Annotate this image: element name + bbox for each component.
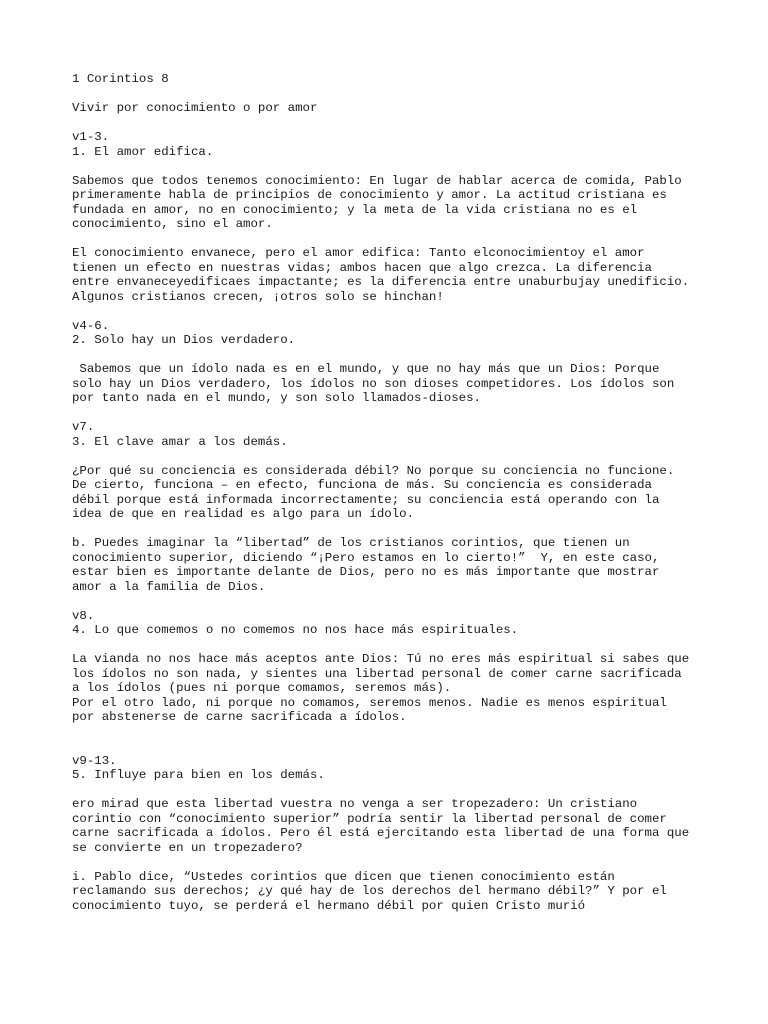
text-line: amor a la familia de Dios.	[72, 579, 266, 594]
text-line: primeramente habla de principios de conocimiento y amor. La actitud cristiana es	[72, 188, 667, 202]
text-line: por tanto nada en el mundo, y son solo llamados-dioses.	[72, 391, 481, 405]
document-title: 1 Corintios 8	[72, 72, 169, 86]
text-line: fundada en amor, no en conocimiento; y la meta de la vida cristiana no es el	[72, 202, 638, 217]
section-5-heading: 5. Influye para bien en los demás.	[72, 768, 325, 782]
spacer	[72, 522, 712, 537]
text-line: Por el otro lado, ni porque no comamos, seremos menos. Nadie es menos espiritual	[72, 695, 667, 710]
section-1-paragraph-1	[72, 174, 712, 232]
section-2-heading: 2. Solo hay un Dios verdadero.	[72, 333, 296, 347]
spacer	[72, 594, 712, 609]
text-line: tienen un efecto en nuestras vidas; ambos hacen que algo crezca. La diferencia	[72, 260, 652, 275]
document-page	[72, 72, 712, 913]
spacer	[72, 783, 712, 798]
spacer	[72, 116, 712, 131]
text-line: b. Puedes imaginar la “libertad” de los cristianos corintios, que tienen un	[72, 536, 630, 550]
text-line: Algunos cristianos crecen, ¡otros solo se hinchan!	[72, 289, 444, 304]
section-2-paragraph-1	[72, 362, 712, 406]
section-2-ref: v4-6.	[72, 318, 110, 333]
section-4-paragraph-1	[72, 652, 712, 725]
text-line: los ídolos no son nada, y sientes una libertad personal de comer carne sacrificada	[72, 666, 682, 681]
spacer	[72, 87, 712, 102]
text-line: conocimiento superior, diciendo “¡Pero estamos en lo cierto!” Y, en este caso,	[72, 550, 660, 565]
section-5-ref: v9-13.	[72, 753, 117, 768]
text-line: conocimiento, sino el amor.	[72, 217, 273, 231]
spacer	[72, 159, 712, 174]
spacer	[72, 855, 712, 870]
spacer	[72, 348, 712, 363]
section-1-ref: v1-3.	[72, 130, 110, 144]
text-line: entre envaneceyedificaes impactante; es la diferencia entre unaburbujay unedificio.	[72, 275, 690, 289]
text-line: Sabemos que un ídolo nada es en el mundo, y que no hay más que un Dios: Porque	[72, 362, 660, 376]
section-3-paragraph-1	[72, 464, 712, 522]
section-4-ref: v8.	[72, 608, 95, 623]
section-5-paragraph-1	[72, 797, 712, 855]
text-line: De cierto, funciona – en efecto, funciona de más. Su conciencia es considerada	[72, 478, 652, 492]
spacer	[72, 304, 712, 319]
text-line: idea de que en realidad es algo para un ídolo.	[72, 507, 415, 521]
section-4-heading: 4. Lo que comemos o no comemos no nos hace más espirituales.	[72, 623, 519, 637]
text-line: ¿Por qué su conciencia es considerada débil? No porque su conciencia no funcione.	[72, 463, 675, 478]
section-3-heading: 3. El clave amar a los demás.	[72, 434, 288, 449]
spacer	[72, 725, 712, 754]
text-line: carne sacrificada a ídolos. Pero él está ejercitando esta libertad de una forma que	[72, 826, 690, 840]
spacer	[72, 406, 712, 421]
text-line: estar bien es importante delante de Dios, pero no es más importante que mostrar	[72, 565, 660, 579]
document-subtitle: Vivir por conocimiento o por amor	[72, 101, 318, 115]
section-1-paragraph-2	[72, 246, 712, 304]
text-line: corintio con “conocimiento superior” podría sentir la libertad personal de comer	[72, 811, 667, 826]
text-line: por abstenerse de carne sacrificada a ídolos.	[72, 710, 407, 724]
spacer	[72, 638, 712, 653]
section-3-paragraph-2	[72, 536, 712, 594]
text-line: reclamando sus derechos; ¿y qué hay de los derechos del hermano débil?” Y por el	[72, 884, 667, 898]
spacer	[72, 449, 712, 464]
text-line: i. Pablo dice, “Ustedes corintios que dicen que tienen conocimiento están	[72, 869, 615, 884]
spacer	[72, 232, 712, 247]
text-line: solo hay un Dios verdadero, los ídolos no son dioses competidores. Los ídolos son	[72, 376, 675, 391]
text-line: El conocimiento envanece, pero el amor edifica: Tanto elconocimientoy el amor	[72, 246, 645, 260]
text-line: La vianda no nos hace más aceptos ante Dios: Tú no eres más espiritual si sabes que	[72, 652, 690, 666]
text-line: a los ídolos (pues ni porque comamos, seremos más).	[72, 681, 452, 695]
section-1-heading: 1. El amor edifica.	[72, 144, 214, 159]
text-line: ero mirad que esta libertad vuestra no venga a ser tropezadero: Un cristiano	[72, 797, 638, 811]
text-line: conocimiento tuyo, se perderá el hermano débil por quien Cristo murió	[72, 898, 586, 913]
text-line: Sabemos que todos tenemos conocimiento: En lugar de hablar acerca de comida, Pablo	[72, 173, 682, 188]
text-line: débil porque está informada incorrectamente; su conciencia está operando con la	[72, 492, 660, 507]
text-line: se convierte en un tropezadero?	[72, 840, 303, 855]
section-3-ref: v7.	[72, 420, 95, 434]
section-5-paragraph-2	[72, 870, 712, 914]
